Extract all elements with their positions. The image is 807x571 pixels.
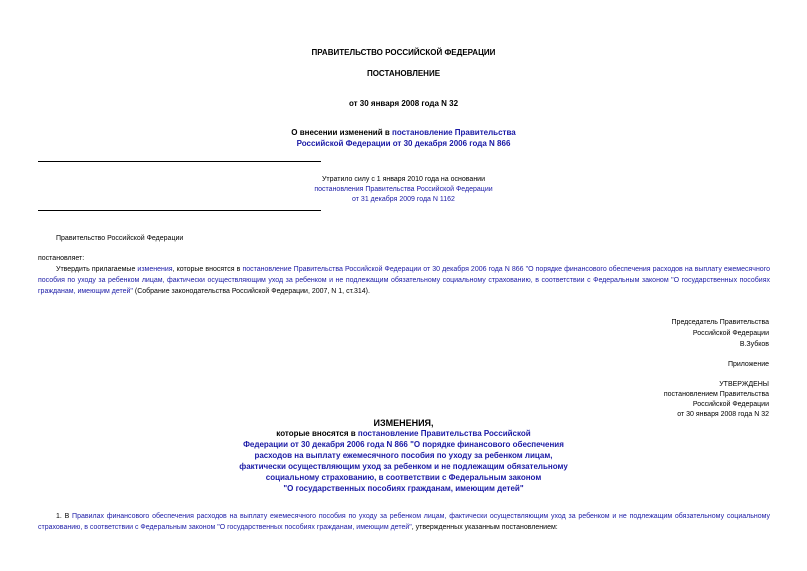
changes-line1 bbox=[0, 428, 807, 439]
signature-line1: Председатель Правительства bbox=[671, 319, 769, 326]
changes-title: ИЗМЕНЕНИЯ, bbox=[373, 418, 434, 428]
p1-pre: Утвердить прилагаемые bbox=[56, 266, 138, 273]
divider-bottom bbox=[38, 210, 321, 211]
doc-title-line2 bbox=[0, 138, 807, 149]
status-note-link1[interactable]: постановления Правительства Российской Федерации bbox=[314, 186, 493, 193]
decides-label: постановляет: bbox=[38, 255, 85, 262]
changes-link[interactable]: постановление Правительства Российской bbox=[357, 429, 531, 438]
changes-line2[interactable]: Федерации от 30 декабря 2006 года N 866 "О порядке финансового обеспечения bbox=[243, 440, 564, 449]
p1-mid: , которые вносятся в bbox=[172, 266, 243, 273]
item1-pre: 1. В bbox=[56, 513, 73, 520]
date-number: от 30 января 2008 года N 32 bbox=[348, 99, 459, 108]
item-1 bbox=[38, 511, 770, 533]
paragraph-1 bbox=[38, 264, 770, 297]
doc-type-heading: ПОСТАНОВЛЕНИЕ bbox=[366, 69, 441, 78]
title-link-line2[interactable]: Российской Федерации от 30 декабря 2006 года N 866 bbox=[296, 139, 511, 148]
status-note-line3 bbox=[0, 195, 807, 205]
changes-line3[interactable]: расходов на выплату ежемесячного пособия по уходу за ребенком лицам, bbox=[254, 451, 553, 460]
changes-line1-pre: которые вносятся в bbox=[276, 429, 358, 438]
changes-line6[interactable]: "О государственных пособиях гражданам, имеющим детей" bbox=[283, 484, 524, 493]
signature-name: В.Зубков bbox=[739, 341, 769, 348]
divider-top bbox=[38, 161, 321, 162]
title-prefix: О внесении изменений в bbox=[291, 128, 392, 137]
approved-label: УТВЕРЖДЕНЫ bbox=[719, 381, 769, 388]
signature-line2: Российской Федерации bbox=[692, 330, 769, 337]
p1-link-resolution[interactable]: постановление Правительства Российской Федерации от 30 декабря 2006 года N 866 "О порядке финансового обеспечения расходов на выплату ежемесячного пособия по уходу за ребенком лицам, фактически осуществляющим уход за ребенком и не подлежащим обязательному социальному страхованию, в соответствии с Федеральным законом "О государственных пособиях гражданам, имеющим детей" bbox=[38, 266, 770, 295]
org-heading: ПРАВИТЕЛЬСТВО РОССИЙСКОЙ ФЕДЕРАЦИИ bbox=[311, 48, 496, 57]
status-note-line1: Утратило силу с 1 января 2010 года на основании bbox=[321, 176, 486, 183]
item1-link-rules[interactable]: Правилах финансового обеспечения расходов на выплату ежемесячного пособия по уходу за ребенком лицам, фактически осуществляющим уход за ребенком и не подлежащим обязательному социальному страхованию, в соответствии с Федеральным законом "О государственных пособиях гражданам, имеющим детей" bbox=[38, 513, 770, 531]
title-link-line1[interactable]: постановление Правительства bbox=[391, 128, 516, 137]
approved-by-line1: постановлением Правительства bbox=[663, 391, 769, 398]
p1-link-changes[interactable]: изменения bbox=[137, 266, 173, 273]
status-note-link2[interactable]: от 31 декабря 2009 года N 1162 bbox=[352, 196, 455, 203]
issuer: Правительство Российской Федерации bbox=[56, 235, 184, 242]
appendix-label: Приложение bbox=[727, 361, 769, 368]
item1-post: , утвержденных указанным постановлением: bbox=[411, 524, 558, 531]
changes-line4[interactable]: фактически осуществляющим уход за ребенком и не подлежащим обязательному bbox=[239, 462, 568, 471]
approved-by-line3: от 30 января 2008 года N 32 bbox=[677, 411, 769, 418]
status-note-line2 bbox=[0, 185, 807, 195]
p1-post: (Собрание законодательства Российской Федерации, 2007, N 1, ст.314). bbox=[132, 288, 370, 295]
approved-by-line2: Российской Федерации bbox=[692, 401, 769, 408]
changes-line5[interactable]: социальному страхованию, в соответствии с Федеральным законом bbox=[265, 473, 542, 482]
doc-title bbox=[0, 127, 807, 138]
